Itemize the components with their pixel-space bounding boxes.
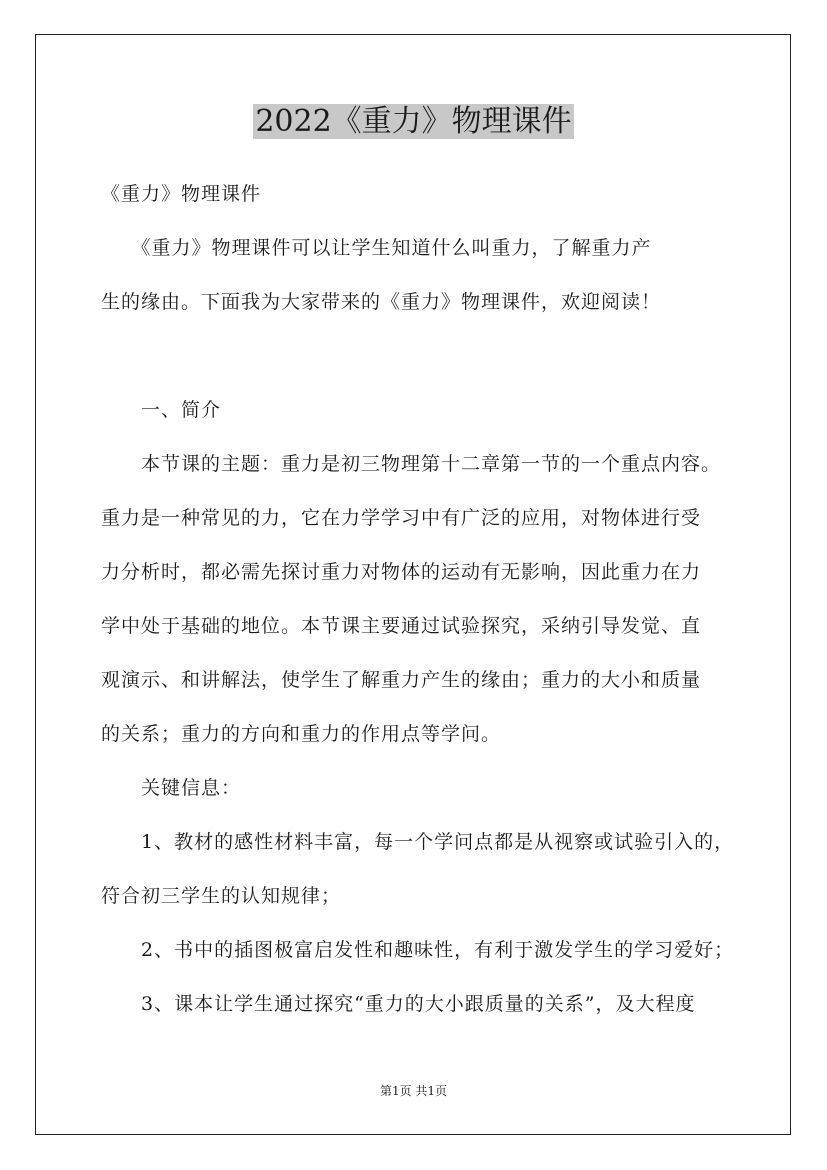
text-line: 《重力》物理课件可以让学生知道什么叫重力，了解重力产: [101, 237, 652, 259]
text-line: 的关系；重力的方向和重力的作用点等学问。: [101, 723, 502, 745]
text-line: 《重力》物理课件: [101, 183, 262, 205]
text-line: 3、课本让学生通过探究“重力的大小跟质量的关系”，及大程度: [101, 993, 696, 1015]
text-line: 力分析时，都必需先探讨重力对物体的运动有无影响，因此重力在力: [101, 561, 702, 583]
text-line: 2、书中的插图极富启发性和趣味性，有利于激发学生的学习爱好；: [101, 939, 735, 961]
text-line: 本节课的主题：重力是初三物理第十二章第一节的一个重点内容。: [101, 453, 722, 475]
text-line: 生的缘由。下面我为大家带来的《重力》物理课件，欢迎阅读！: [101, 291, 662, 313]
document-title: 2022《重力》物理课件: [255, 104, 572, 139]
document-title-wrap: [0, 100, 827, 144]
text-line: 观演示、和讲解法，使学生了解重力产生的缘由；重力的大小和质量: [101, 669, 702, 691]
text-line: 重力是一种常见的力，它在力学学习中有广泛的应用，对物体进行受: [101, 507, 702, 529]
text-line: 一、简介: [101, 399, 222, 421]
page-footer: 第1页 共1页: [379, 1084, 448, 1098]
text-line: 1、教材的感性材料丰富，每一个学问点都是从视察或试验引入的，: [101, 831, 735, 853]
text-line: 学中处于基础的地位。本节课主要通过试验探究，采纳引导发觉、直: [101, 615, 702, 637]
text-line: 关键信息：: [101, 777, 242, 799]
text-line: 符合初三学生的认知规律；: [101, 885, 342, 907]
